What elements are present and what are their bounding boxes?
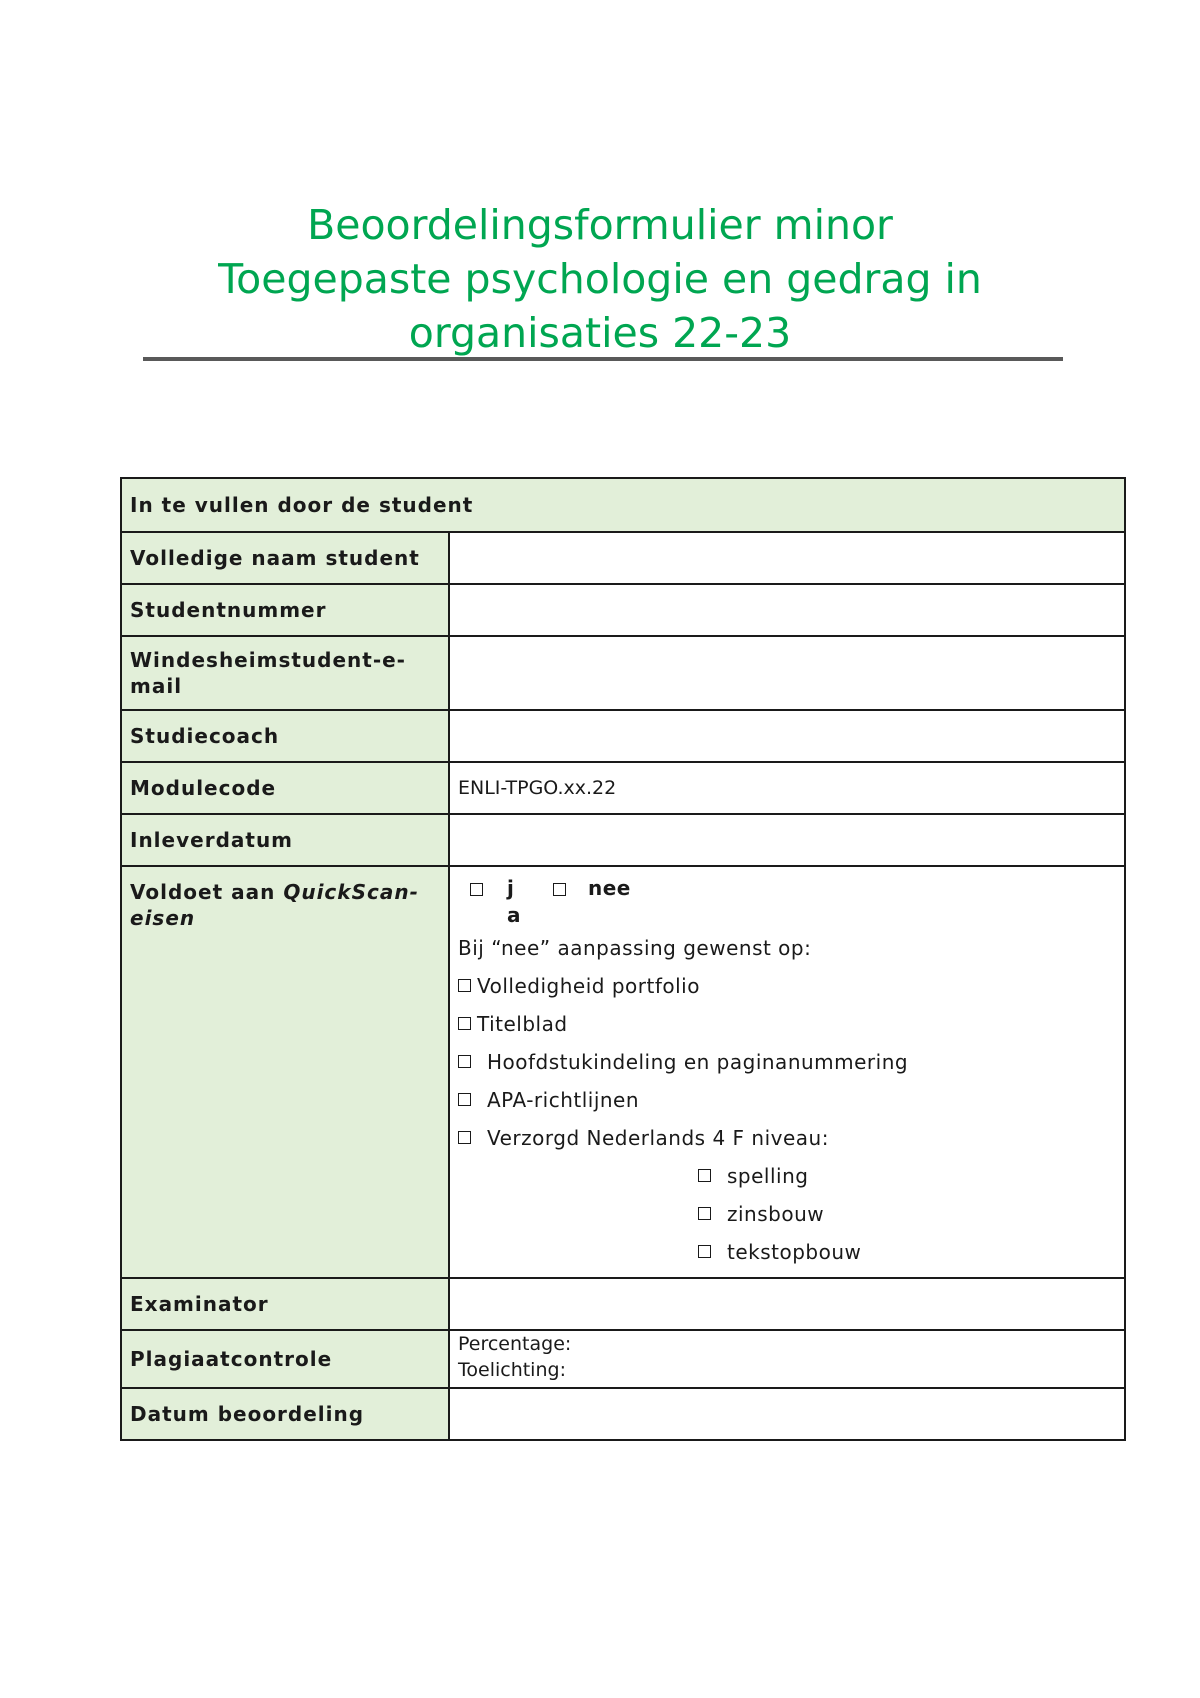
row-plagiaat: [121, 1330, 1125, 1388]
label-examinator: Examinator: [121, 1278, 449, 1330]
title-line-1: Beoordelingsformulier minor: [307, 201, 893, 249]
label-plagiaat: Plagiaatcontrole: [121, 1330, 449, 1388]
subitem-zinsbouw-label: zinsbouw: [727, 1202, 825, 1226]
subitem-tekstopbouw-label: tekstopbouw: [727, 1240, 862, 1264]
row-modulecode: [121, 762, 1125, 814]
row-studentnummer: [121, 584, 1125, 636]
label-inleverdatum: Inleverdatum: [121, 814, 449, 866]
quickscan-label-prefix: Voldoet aan: [130, 880, 284, 904]
field-quickscan: [449, 866, 1125, 1278]
item-titelblad: [458, 1005, 1116, 1043]
form-header: In te vullen door de student: [121, 478, 1125, 532]
item-nederlands: [458, 1119, 1116, 1157]
document-title: [140, 198, 1060, 360]
label-quickscan: [121, 866, 449, 1278]
field-plagiaat[interactable]: [449, 1330, 1125, 1388]
label-datum: Datum beoordeling: [121, 1388, 449, 1440]
subitem-tekstopbouw: [458, 1233, 1116, 1271]
row-inleverdatum: [121, 814, 1125, 866]
plagiaat-toelichting: Toelichting:: [458, 1359, 566, 1381]
row-naam: [121, 532, 1125, 584]
field-studentnummer[interactable]: [449, 584, 1125, 636]
item-titelblad-label: Titelblad: [477, 1012, 568, 1036]
checkbox-volledigheid[interactable]: [458, 979, 471, 992]
row-examinator: [121, 1278, 1125, 1330]
option-ja-label: ja: [507, 876, 521, 927]
checkbox-ja[interactable]: [470, 883, 483, 896]
checkbox-apa[interactable]: [458, 1093, 471, 1106]
checkbox-zinsbouw[interactable]: [698, 1207, 711, 1220]
field-naam[interactable]: [449, 532, 1125, 584]
label-email: Windesheimstudent-e- mail: [121, 636, 449, 710]
plagiaat-percentage: Percentage:: [458, 1333, 572, 1355]
subitem-spelling-label: spelling: [727, 1164, 809, 1188]
row-studiecoach: [121, 710, 1125, 762]
option-nee-label: nee: [588, 876, 631, 900]
label-studiecoach: Studiecoach: [121, 710, 449, 762]
title-line-3: organisaties 22-23: [408, 309, 792, 357]
field-studiecoach[interactable]: [449, 710, 1125, 762]
field-email[interactable]: [449, 636, 1125, 710]
title-divider: [143, 357, 1063, 361]
row-email: [121, 636, 1125, 710]
row-datum: [121, 1388, 1125, 1440]
quickscan-intro: Bij “nee” aanpassing gewenst op:: [458, 936, 812, 960]
item-volledigheid-label: Volledigheid portfolio: [477, 974, 700, 998]
row-quickscan: [121, 866, 1125, 1278]
assessment-form-table: [120, 477, 1126, 1441]
subitem-zinsbouw: [458, 1195, 1116, 1233]
checkbox-tekstopbouw[interactable]: [698, 1245, 711, 1258]
checkbox-hoofdstukindeling[interactable]: [458, 1055, 471, 1068]
checkbox-nee[interactable]: [553, 883, 566, 896]
field-examinator[interactable]: [449, 1278, 1125, 1330]
item-hoofdstukindeling-label: Hoofdstukindeling en paginanummering: [487, 1050, 909, 1074]
field-modulecode[interactable]: ENLI-TPGO.xx.22: [449, 762, 1125, 814]
quickscan-label-italic: QuickScan-eisen: [130, 880, 419, 930]
item-hoofdstukindeling: [458, 1043, 1116, 1081]
label-naam: Volledige naam student: [121, 532, 449, 584]
checkbox-nederlands[interactable]: [458, 1131, 471, 1144]
item-apa: [458, 1081, 1116, 1119]
title-line-2: Toegepaste psychologie en gedrag in: [218, 255, 982, 303]
field-inleverdatum[interactable]: [449, 814, 1125, 866]
subitem-spelling: [458, 1157, 1116, 1195]
label-modulecode: Modulecode: [121, 762, 449, 814]
field-datum[interactable]: [449, 1388, 1125, 1440]
item-volledigheid: [458, 967, 1116, 1005]
item-apa-label: APA-richtlijnen: [487, 1088, 640, 1112]
checkbox-spelling[interactable]: [698, 1169, 711, 1182]
yes-no-choice: [458, 875, 1116, 929]
label-studentnummer: Studentnummer: [121, 584, 449, 636]
item-nederlands-label: Verzorgd Nederlands 4 F niveau:: [487, 1126, 829, 1150]
checkbox-titelblad[interactable]: [458, 1017, 471, 1030]
